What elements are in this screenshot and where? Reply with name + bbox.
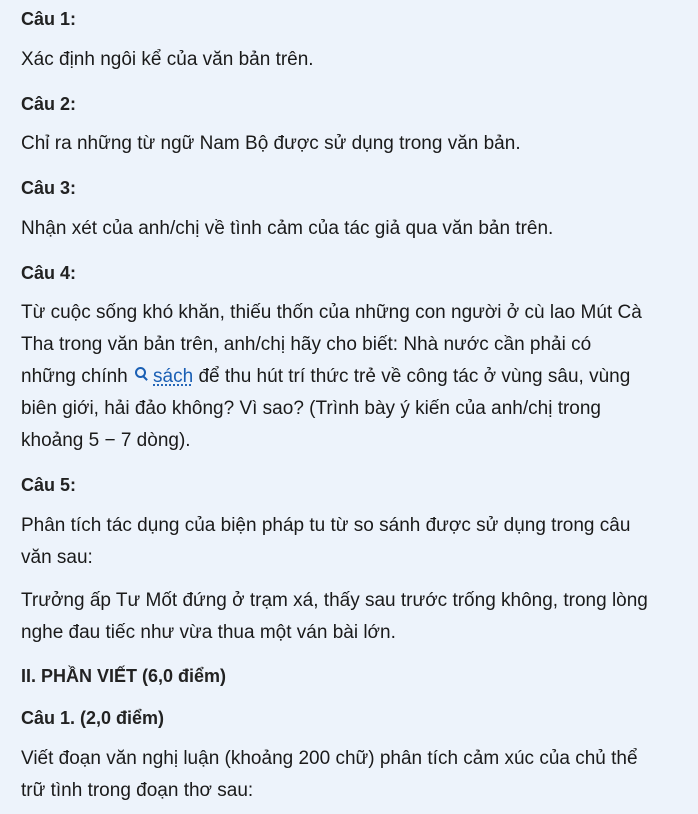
q4-line-2: Tha trong văn bản trên, anh/chị hãy cho biết: Nhà nước cần phải có: [21, 334, 592, 355]
q4-line-1: Từ cuộc sống khó khăn, thiếu thốn của những con người ở cù lao Mút Cà: [21, 302, 642, 323]
q5-quote: [21, 585, 691, 649]
q3-text: Nhận xét của anh/chị về tình cảm của tác giả qua văn bản trên.: [21, 218, 554, 239]
part2-heading: II. PHẦN VIẾT (6,0 điểm): [21, 666, 227, 686]
q3-heading: Câu 3:: [21, 178, 77, 198]
q5-paragraph: [21, 510, 691, 574]
q1-text: Xác định ngôi kể của văn bản trên.: [21, 49, 314, 70]
q4-line-5: khoảng 5 − 7 dòng).: [21, 430, 191, 451]
q2-text: Chỉ ra những từ ngữ Nam Bộ được sử dụng trong văn bản.: [21, 133, 521, 154]
magnifier-icon[interactable]: [135, 367, 149, 381]
q2-heading: Câu 2:: [21, 94, 77, 114]
q5-line-1: Phân tích tác dụng của biện pháp tu từ so sánh được sử dụng trong câu: [21, 515, 631, 536]
q1-heading: Câu 1:: [21, 9, 77, 29]
q4-line-4: biên giới, hải đảo không? Vì sao? (Trình bày ý kiến của anh/chị trong: [21, 398, 602, 419]
q4-heading: Câu 4:: [21, 263, 77, 283]
w1-line-1: Viết đoạn văn nghị luận (khoảng 200 chữ) phân tích cảm xúc của chủ thể: [21, 748, 638, 769]
q5-quote-line-2: nghe đau tiếc như vừa thua một ván bài lớn.: [21, 622, 396, 643]
policy-link[interactable]: sách: [153, 366, 194, 387]
q5-line-2: văn sau:: [21, 547, 93, 568]
w1-line-2: trữ tình trong đoạn thơ sau:: [21, 780, 254, 801]
q5-quote-line-1: Trưởng ấp Tư Mốt đứng ở trạm xá, thấy sau trước trống không, trong lòng: [21, 590, 648, 611]
q4-paragraph: [21, 297, 691, 457]
q4-line-3: [21, 361, 691, 393]
q5-heading: Câu 5:: [21, 475, 77, 495]
q4-line-3-pre: những chính: [21, 366, 128, 387]
q4-line-3-post: để thu hút trí thức trẻ về công tác ở vùng sâu, vùng: [198, 366, 631, 387]
w1-paragraph: [21, 743, 691, 807]
w1-heading: Câu 1. (2,0 điểm): [21, 708, 165, 728]
